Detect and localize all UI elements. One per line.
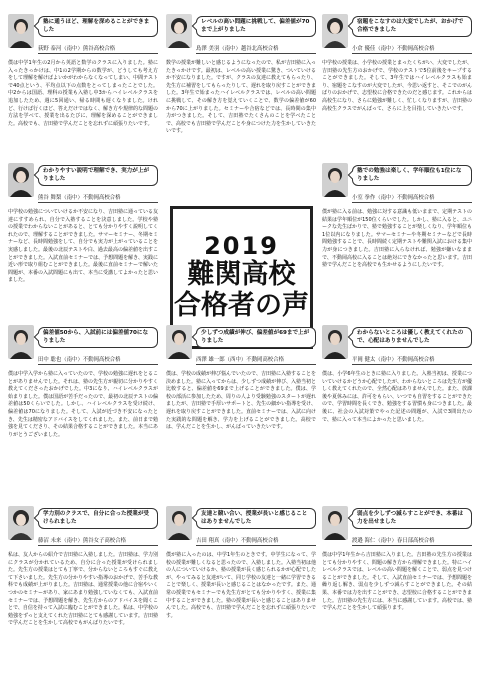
student-photo [8,506,34,540]
student-name: 田中 聡也（南中）不動岡高校合格 [38,355,158,365]
headline: 偏差値50から、入試前には偏差値70になりました [38,327,158,348]
student-name: 平岡 健太（南中）不動岡高校合格 [352,355,472,365]
headline: 学力別のクラスで、自分に合った授業が受けられました [38,508,158,529]
testimonial-card [322,506,472,613]
testimonial-text: 僕は中学1年生から吉田塾に入りました。吉田塾の先生方の授業はとても分かりやすく、問題の解き方から理解できました。特にハイレベルクラスでは、レベルの高い問題を解くことで、弱点を見つけることができました。そして、入試直前セミナーでは、予想問題を繰り返し解き、弱点を少しずつ減らすことができました。その結果、本番では力を出すことができ、志望校に合格することができました。吉田塾の先生方には、本当に感謝しています。高校では、塾で学んだことを生かして頑張ります。 [322,552,472,612]
student-photo [166,325,192,359]
testimonial-card [166,506,316,620]
testimonial-card [322,325,472,424]
testimonial-text: 数学の授業が難しいと感じるようになったので、私が吉田塾に入ったきっかけです。最初は、レベルの高い授業に驚き、ついていけるか不安になりました。ですが、クラスの友達に教えてもらったり、先生方に補習をしてもらったりして、遅れを取り戻すことができました。3年生で始まったハイレベルクラスでは、レベルの高い問題に挑戦して、その解き方を覚えていくことで、数学の偏差値が60から70に上がりました。セミナーや合宿などでは、長時間の集中力がつきました。そして、吉田塾でたくさんのことを学べたことで、高校でも吉田塾で学んだことや身につけた力を生かしていきたいです。 [166,60,316,135]
testimonial-text: 僕が塾に入ったのは、中学1年生のときです。中学生になって、学校の授業が難しくなると思ったので、入塾しました。入塾当初は他の人についていけるか、塾の授業が長く感じられるかが心配でしたが、やってみると友達がいて、同じ学校の友達と一緒に学習できることで楽しく、授業が長いと感じることはなかったです。また、通常の授業でもセミナーでも先生方がとても分かりやすく、授業に集中することができました。塾の授業が長いと感じることはありませんでした。高校でも、吉田塾で学んだことを忘れずに頑張りたいです。 [166,552,317,619]
testimonial-text: 中学校の勉強についていけるか不安になり、吉田塾に通っている友達にすすめられ、自分で入塾することを決意しました。学校や塾の授業でわからないことがあると、とても分かりやすく説明してくれたので、理解することができました。サマーセミナー、冬期セミナーなど、長時間勉強をして、自分でも実力が上がっていることを実感しました。最後の北辰テストや白、過去最高の偏差値を出すことができました。入試直前セミナーでは、予想問題を解き、実践に近い形で取り組むことができました。最後に直前セミナーで解いた問題が、本番の入試問題にも出て、本当に受講してよかったと思いました。 [8,209,159,284]
testimonial-card [8,325,158,439]
student-name: 西澤 雄一郎（西中）不動岡高校合格 [196,355,316,365]
student-photo [322,325,348,359]
headline: わからないところは優しく教えてくれたので、心配はありませんでした [352,327,472,348]
student-photo [322,506,348,540]
student-name: 荻野 泰河（南中）熊谷高校合格 [38,44,158,54]
testimonial-text: 僕は中学1年生の2月から英語と数学のクラスに入りました。塾に入ったきっかけは、中1の2学期からの数学が、どうしても考え方をして理解を解けばよいかがわからなくなってしまい、中間テストで40点という、平均点以下の点数をとってしまったことでした。中2からは国語、理科の授業も入塾し中3からハイレベルクラスを追加したため、週に5回通い、帰る時間も遅くなりました。けれど、行けば行くほど、答えだけではなく、解き方や規律的な問題の方法を学べて、授業を出るたびに、理解を深めることができました。高校でも、吉田塾で学んだことを忘れずに頑張りたいです。 [8,60,158,127]
testimonial-text: 僕は、学校の成績が伸び悩んでいたので、吉田塾に入塾することを決めました。塾に入ってからは、少しずつ成績が伸び、入塾当初と比較すると、偏差値を69まで上げることができました。僕は、学校の部活に参加したため、周りの人より受験勉強のスタートが遅れましたが、吉田塾で手厚いサポートと、先生の細かい指導を受け、遅れを取り戻すことができました。直前セミナーでは、入試に向けた実践的な問題を解き、学力を上げることができました。高校では、学んだことを生かし、がんばっていきたいです。 [166,371,317,431]
headline: 友達と競い合い、授業が長いと感じることはありませんでした [196,508,316,529]
headline: 弱点を少しずつ減らすことができ、本番は力を出せました [352,508,472,529]
student-name: 熊谷 舞梨（南中）不動岡高校合格 [38,193,158,203]
testimonial-text: 中学校の授業は、小学校の授業とまったくちがい、大変でしたが、吉田塾の先生方のおかげで、学校のテストで5位前後をキープすることができました。そして、3年生ではハイレベルクラスも始まり、宿題をこなすのが大変でしたが、今思い返すと、そこでのがんばりのおかげで、志望校に合格できたのだと感じます。これからは高校生になり、さらに勉強が難しく、忙しくなりますが、吉田塾の高校生クラスでがんばって、さらに上を目指していきたいです。 [322,60,473,112]
student-photo [8,163,34,197]
testimonial-card [166,14,316,136]
student-name: 小室 拳作（南中）不動岡高校合格 [352,193,472,203]
student-name: 吉田 翔真（南中）不動岡高校合格 [196,536,316,546]
student-name: 小倉 優佳（南中）不動岡高校合格 [352,44,472,54]
testimonial-text: 僕が塾に入る前は、勉強に対する意識も低いままで、定期テストの結果は学年順位が150位くらいでした。しかし、塾に入ると、ユニークな先生ばかりで、塾で勉強することが楽しくなり、学年順位も1位以内になりました。サマーセミナーや冬期セミナーなどで長時間勉強することで、長時間続く定期テストや難関入試における集中力が身につきました。吉田塾に入らなければ、勉強が嫌いなままで、不動岡高校に入ることは絶対にできなかったと思います。吉田塾で学んだことを高校でも生かせるようにしたいです。 [322,209,472,269]
testimonial-text: 私は、友人からの紹介で吉田塾に入塾しました。吉田塾は、学力別にクラスが分かれているため、自分に合った授業が受けられました。先生方の授業はとても丁寧で、分からないところもすぐに教えて下さいました。先生方の分かりやすい指導のおかげで、苦手な教科でも成績が上がりました。吉田塾は、通常授業の他に合宿やいくつかのセミナーがあり、家にあまり勉強していなくても、入試直前セミナーでは、予想問題を解き、先生方からのアドバイスを聞くことで、自信を持って入試に臨むことができました。私は、中学校の勉強をずっと支えてくれた吉田塾にとても感謝しています。吉田塾で学んだことを生かして高校でもがんばりたいです。 [8,552,159,627]
student-name: 藤沼 未来（南中）熊谷女子高校合格 [38,536,158,546]
headline: 塾での勉強は楽しく、学年順位も1位になりました [352,165,472,186]
headline: 少しずつ成績が伸び、偏差値が69まで上がりました [196,327,316,348]
testimonial-card [322,163,472,270]
testimonial-text: 僕は中学入学から塾に入っていたので、学校の勉強に遅れをとることがありませんでした。それは、塾の先生方が親切に分かりやすく教えてくださったおかげでした。中3になり、ハイレベルクラスが始まりました。僕は国語が苦手だったので、最初の北辰テストの偏差値は50くらいでした。しかし、ハイレベルクラスを受け続け、偏差値は70になりました。そして、入試が近づき不安になったとき、先生は精密なアドバイスをしてくれました。また、前日まで勉強を見てくださり、その結果合格することができました。本当にありがとうございました。 [8,371,159,438]
student-photo [8,325,34,359]
student-name: 渡邉 海仁（南中）春日部高校合格 [352,536,472,546]
headline: わかりやすい説明で理解でき、実力が上がりました [38,165,158,186]
headline: 塾に通うほど、理解を深めることができました [38,16,158,37]
testimonial-card [8,506,158,628]
student-name: 島澤 美羽（南中）越谷北高校合格 [196,44,316,54]
testimonial-card [322,14,472,113]
testimonial-card [8,163,158,285]
student-photo [166,506,192,540]
testimonial-card [166,325,316,432]
headline: 宿題をこなすのは大変でしたが、おかげで合格できました [352,16,472,37]
testimonial-card [8,14,158,128]
headline: レベルの高い問題に挑戦して、偏差値が70まで上がりました [196,16,316,37]
student-photo [166,14,192,48]
title-line-2: 合格者の声 [174,290,309,322]
student-photo [322,163,348,197]
student-photo [8,14,34,48]
title-line-1: 難関高校 [187,259,296,291]
student-photo [322,14,348,48]
year-title: 2019 [204,231,279,260]
testimonial-text: 僕は、小学6年生のときに塾に入りました。入塾当初は、授業についていけるかどうか心配でしたが、わからないところは先生方が優しく教えてくれたので、全然心配はありませんでした。また、放課後や夏休みには、許可をもらい、いつでも自習をすることができたので、学習時間を長くでき、勉強をする習慣も身につきました。最後に、社会の入試対策でやった記述の問題が、入試で3問出たので、塾に入って本当によかったと思いました。 [322,371,473,423]
